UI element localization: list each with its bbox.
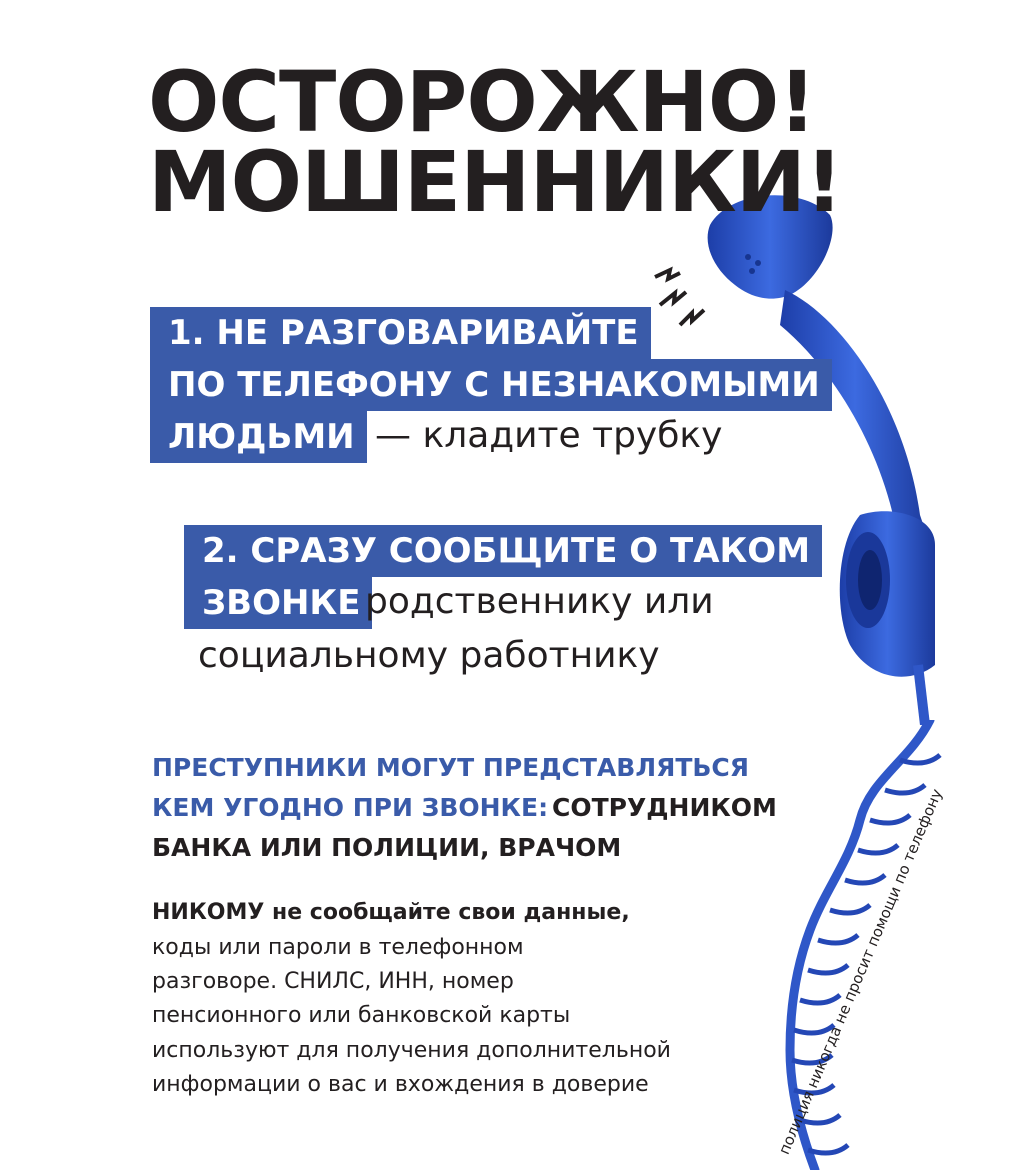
ringing-lightning-icon (650, 265, 720, 335)
advice-line: коды или пароли в телефонном (152, 935, 524, 960)
tip2-line-3: социальному работнику (198, 635, 660, 676)
warning-line-2-dark: СОТРУДНИКОМ (552, 793, 777, 822)
advice-line: информации о вас и вхождения в доверие (152, 1072, 649, 1097)
page-title-line-1: ОСТОРОЖНО! (148, 53, 816, 151)
advice-line: используют для получения дополнительной (152, 1038, 671, 1063)
tip2-line-2-rest: родственнику или (365, 581, 714, 622)
telephone-handset-icon (690, 185, 935, 725)
side-note: полиция никогда не просит помощи по телефону (775, 786, 946, 1158)
tip1-line-3-rest: — кладите трубку (375, 415, 723, 456)
tip1-line-2: ПО ТЕЛЕФОНУ С НЕЗНАКОМЫМИ (150, 359, 832, 411)
warning-line-1: ПРЕСТУПНИКИ МОГУТ ПРЕДСТАВЛЯТЬСЯ (152, 753, 750, 782)
tip2-line-2-highlight: ЗВОНКЕ (184, 577, 372, 629)
advice-line: разговоре. СНИЛС, ИНН, номер (152, 969, 514, 994)
tip2-line-1: 2. СРАЗУ СООБЩИТЕ О ТАКОМ (184, 525, 822, 577)
tip1-line-1: 1. НЕ РАЗГОВАРИВАЙТЕ (150, 307, 651, 359)
warning-line-3: БАНКА ИЛИ ПОЛИЦИИ, ВРАЧОМ (152, 833, 622, 862)
phone-cord-icon (730, 720, 950, 1170)
tip1-line-3-highlight: ЛЮДЬМИ (150, 411, 367, 463)
warning-line-2-blue: КЕМ УГОДНО ПРИ ЗВОНКЕ: (152, 793, 549, 822)
advice-bold-line: НИКОМУ не сообщайте свои данные, (152, 900, 630, 925)
page-title-line-2: МОШЕННИКИ! (148, 133, 843, 231)
advice-line: пенсионного или банковской карты (152, 1003, 571, 1028)
